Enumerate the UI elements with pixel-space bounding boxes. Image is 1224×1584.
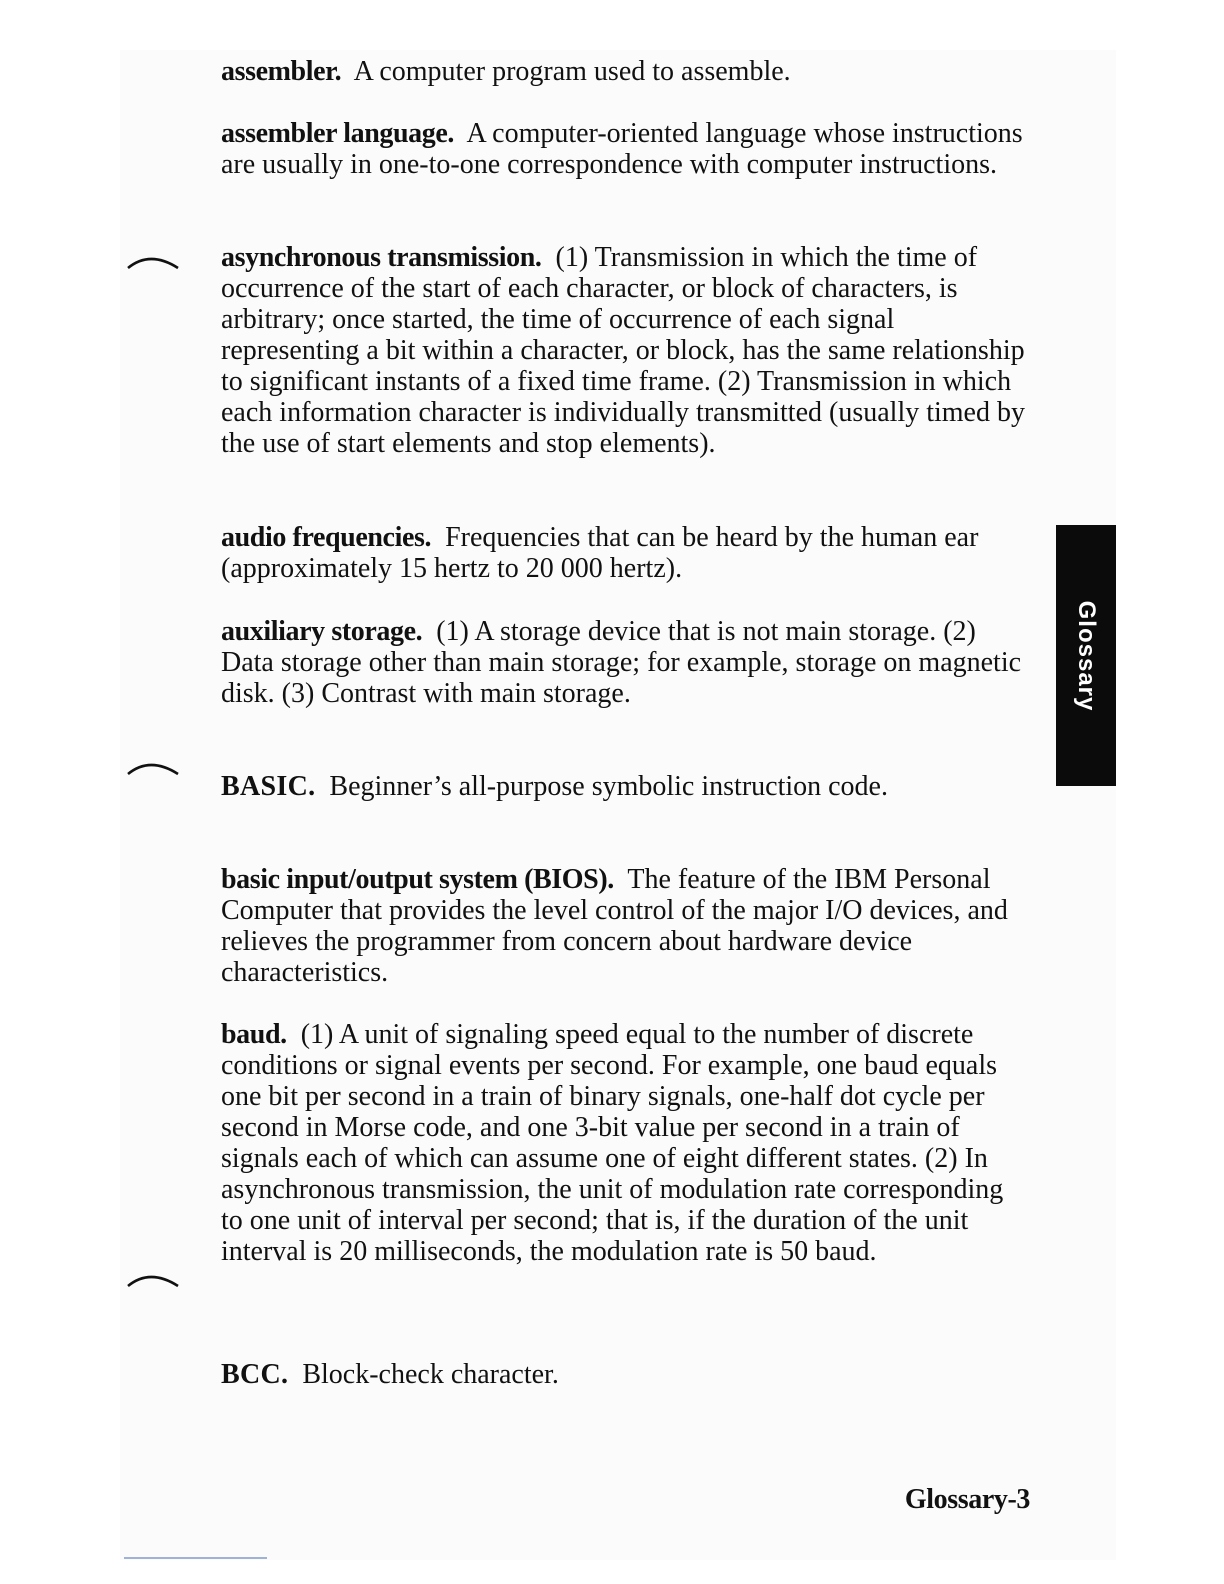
glossary-definition: Block-check character.	[302, 1359, 559, 1390]
glossary-definition: (1) A unit of signaling speed equal to the number of discrete conditions or signal events per second. For example, one baud equals one bit per second in a train of binary signals, one-half dot cycle per second in Morse code, and one 3-bit value per second in a train of signals each of which can assume one of eight different states. (2) In asynchronous transmission, the unit of modulation rate corresponding to one unit of interval per second; that is, if the duration of the unit interval is 20 milliseconds, the modulation rate is 50 baud.	[221, 1019, 1004, 1267]
punch-hole-arc-icon	[124, 246, 182, 274]
glossary-term: BASIC.	[221, 771, 316, 802]
glossary-entry-baud	[221, 1019, 1031, 1267]
punch-hole-arc-icon	[124, 752, 182, 780]
glossary-term: asynchronous transmission.	[221, 242, 542, 273]
glossary-term: assembler language.	[221, 118, 454, 149]
glossary-side-tab	[1056, 525, 1116, 786]
glossary-term: assembler.	[221, 56, 342, 87]
glossary-entry-asynchronous-transmission	[221, 242, 1031, 459]
glossary-term: baud.	[221, 1019, 287, 1050]
glossary-entry-bios	[221, 864, 1031, 988]
glossary-definition: A computer program used to assemble.	[353, 56, 791, 87]
glossary-entry-bcc	[221, 1359, 1031, 1390]
glossary-entry-basic	[221, 771, 1031, 802]
page-number: Glossary-3	[904, 1484, 1030, 1515]
glossary-entry-assembler	[221, 56, 1031, 87]
glossary-entry-audio-frequencies	[221, 522, 1031, 584]
glossary-entry-assembler-language	[221, 118, 1031, 180]
glossary-definition: A computer-oriented language whose instructions are usually in one-to-one correspondence with computer instructions.	[221, 118, 1023, 180]
punch-hole-arc-icon	[124, 1264, 182, 1292]
side-tab-label: Glossary	[1073, 600, 1100, 711]
glossary-definition: (1) Transmission in which the time of occurrence of the start of each character, or block of characters, is arbitrary; once started, the time of occurrence of each signal representing a bit within a character, or block, has the same relationship to significant instants of a fixed time frame. (2) Transmission in which each information character is individually transmitted (usually timed by the use of start elements and stop elements).	[221, 242, 1025, 459]
glossary-definition: Frequencies that can be heard by the human ear (approximately 15 hertz to 20 000 hertz).	[221, 522, 979, 584]
glossary-term: basic input/output system (BIOS).	[221, 864, 614, 895]
glossary-term: auxiliary storage.	[221, 616, 423, 647]
glossary-definition: The feature of the IBM Personal Computer that provides the level control of the major I/O devices, and relieves the programmer from concern about hardware device characteristics.	[221, 864, 1008, 988]
glossary-definition: (1) A storage device that is not main storage. (2) Data storage other than main storage; for example, storage on magnetic disk. (3) Contrast with main storage.	[221, 616, 1022, 709]
bottom-divider	[124, 1557, 267, 1559]
glossary-entry-auxiliary-storage	[221, 616, 1031, 709]
glossary-term: audio frequencies.	[221, 522, 432, 553]
glossary-definition: Beginner’s all-purpose symbolic instruction code.	[329, 771, 888, 802]
glossary-term: BCC.	[221, 1359, 289, 1390]
